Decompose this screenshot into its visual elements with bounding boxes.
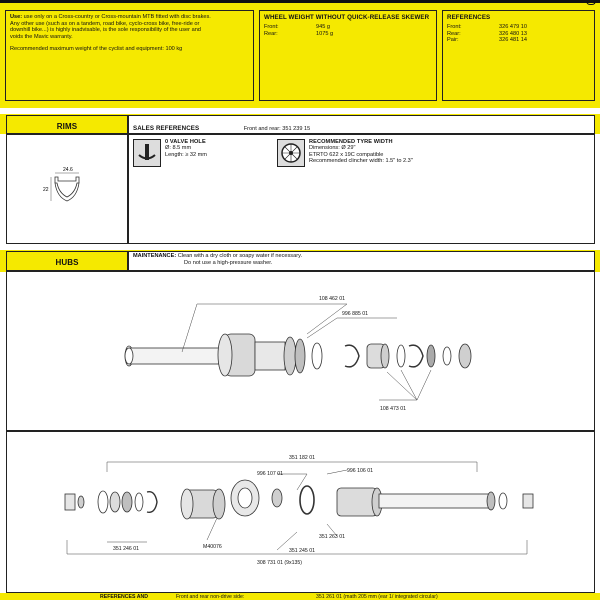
footer-mid: Front and rear non-drive side: [176, 594, 245, 600]
weight-row: Rear: 1075 g [264, 30, 334, 37]
references-box [442, 10, 595, 101]
reference-row: Front: 326 479 10 [447, 24, 527, 30]
sales-title: SALES REFERENCES [133, 125, 200, 132]
usage-recommended: Recommended maximum weight of the cyclist and equipment: 100 kg [10, 46, 183, 53]
maintenance-line2: Do not use a high-pressure washer. [184, 259, 273, 266]
weight-row: Front: 945 g [264, 24, 330, 30]
callout-label: 351 246 01 [113, 546, 139, 552]
weight-title: WHEEL WEIGHT WITHOUT QUICK-RELEASE SKEWER [264, 14, 430, 21]
usage-line2: Any other use (such as on a tandem, road bike, cyclo-cross bike, free-ride or [10, 20, 200, 27]
callout-label: 351 263 01 [319, 534, 345, 540]
hubs-heading-box [6, 251, 128, 271]
rims-sales-box [128, 115, 595, 134]
valve-block [133, 139, 271, 169]
rim-width-label: 24.6 [63, 167, 73, 173]
maintenance-line1: MAINTENANCE: Clean with a dry cloth or soapy water if necessary. [133, 253, 303, 259]
front-callouts [319, 296, 406, 412]
reference-row: Pair: 326 481 14 [447, 37, 527, 44]
usage-line3: downhill bike...) is highly inadvisable, is the sole responsibility of the user and [10, 27, 201, 34]
rims-profile-box [6, 134, 128, 244]
rim-height-label: 22 [43, 187, 49, 193]
front-hub-diagram [6, 271, 595, 431]
sales-text: Front and rear: 351 239 15 [243, 126, 311, 132]
reference-row: Rear: 326 480 13 [447, 30, 527, 37]
valve-icon [133, 139, 161, 167]
usage-line1: Use: use only on a Cross-country or Cross-mountain MTB fitted with disc brakes. [10, 14, 211, 20]
top-rule [0, 0, 600, 3]
hubs-heading: HUBS [55, 258, 79, 267]
tyre-dimensions: Dimensions: Ø 29" [309, 145, 356, 151]
callout-label: 108 473 01 [380, 406, 406, 412]
rims-heading: RIMS [56, 122, 78, 131]
footer-right: 351 261 01 (math 205 mm (ear 1/ integrated circular) [316, 594, 438, 600]
callout-label: 351 182 01 [289, 455, 315, 461]
callout-label: 351 245 01 [289, 548, 315, 554]
rim-profile-icon [7, 135, 127, 243]
callout-label: 996 107 01 [257, 471, 283, 477]
valve-diameter: Ø: 8.5 mm [165, 145, 192, 151]
callout-label: 108 462 01 [319, 296, 345, 302]
footer-band [0, 593, 600, 600]
tyre-recommended: Recommended clincher width: 1.5" to 2.3" [309, 158, 413, 165]
valve-length: Length: ≥ 32 mm [165, 151, 207, 158]
callout-label: M40076 [203, 544, 222, 550]
tyre-block [277, 139, 447, 179]
weight-box [259, 10, 437, 101]
callout-label: 996 106 01 [347, 468, 373, 474]
rear-hub-diagram [6, 431, 595, 593]
hubs-maintenance-box [128, 251, 595, 271]
tyre-icon [277, 139, 305, 167]
footer-left: REFERENCES AND [100, 594, 148, 600]
usage-box [5, 10, 254, 101]
callout-label: 308 731 01 (9x135) [257, 560, 302, 566]
references-title: REFERENCES [447, 14, 491, 21]
tyre-etrto: ETRTO 622 x 19C compatible [309, 151, 384, 158]
rims-heading-box [6, 115, 128, 134]
front-hub-exploded-view [7, 272, 596, 430]
usage-line4: voids the Mavic warranty. [10, 33, 73, 40]
tyre-title: RECOMMENDED TYRE WIDTH [309, 139, 393, 145]
rear-hub-exploded-view [7, 432, 596, 592]
callout-label: 996 885 01 [342, 311, 368, 317]
valve-title: 0 VALVE HOLE [165, 139, 206, 145]
